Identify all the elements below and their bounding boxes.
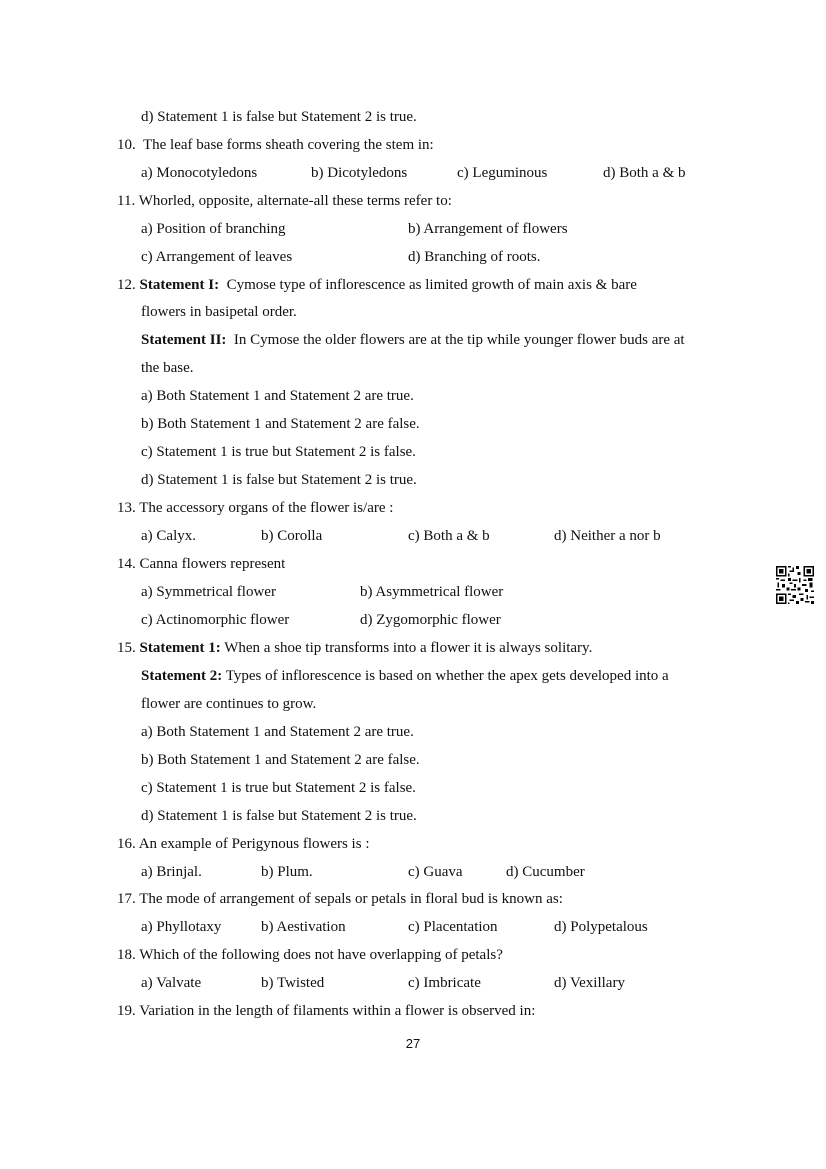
question-13 bbox=[117, 499, 393, 517]
question-number: 16. bbox=[117, 836, 136, 852]
statement-text-continued: flowers in basipetal order. bbox=[141, 304, 297, 320]
question-text: The leaf base forms sheath covering the stem in: bbox=[142, 137, 434, 153]
question-text: Which of the following does not have overlapping of petals? bbox=[139, 947, 503, 963]
statement-label: Statement 2: bbox=[141, 668, 223, 684]
option-a: a) Position of branching bbox=[141, 221, 286, 237]
option-d: d) Both a & b bbox=[603, 165, 686, 181]
option-d: d) Zygomorphic flower bbox=[360, 612, 501, 628]
question-text: An example of Perigynous flowers is : bbox=[138, 836, 370, 852]
option-b: b) Twisted bbox=[261, 975, 325, 991]
option-b: b) Plum. bbox=[261, 864, 313, 880]
statement-label: Statement I: bbox=[139, 277, 220, 293]
statement-text: Types of inflorescence is based on whether the apex gets developed into a bbox=[225, 668, 669, 684]
question-14 bbox=[117, 555, 285, 573]
question-18 bbox=[117, 946, 503, 964]
option-a: a) Symmetrical flower bbox=[141, 584, 276, 600]
option-b: b) Both Statement 1 and Statement 2 are false. bbox=[141, 416, 420, 432]
option-d: d) Statement 1 is false but Statement 2 is true. bbox=[141, 808, 417, 824]
statement-text: Cymose type of inflorescence as limited growth of main axis & bare bbox=[226, 277, 637, 293]
statement-text-continued: flower are continues to grow. bbox=[141, 696, 317, 712]
question-number: 12. bbox=[117, 277, 136, 293]
option-b: b) Arrangement of flowers bbox=[408, 221, 568, 237]
question-text: Variation in the length of filaments within a flower is observed in: bbox=[139, 1003, 536, 1019]
question-number: 18. bbox=[117, 947, 136, 963]
question-15 bbox=[117, 639, 592, 657]
option-c: c) Statement 1 is true but Statement 2 is false. bbox=[141, 444, 416, 460]
question-number: 10. bbox=[117, 137, 136, 153]
question-19 bbox=[117, 1002, 535, 1020]
question-number: 14. bbox=[117, 556, 136, 572]
statement-2 bbox=[141, 667, 669, 685]
option-a: a) Brinjal. bbox=[141, 864, 202, 880]
option-a: a) Both Statement 1 and Statement 2 are true. bbox=[141, 388, 414, 404]
option-c: c) Actinomorphic flower bbox=[141, 612, 290, 628]
option-b: b) Aestivation bbox=[261, 919, 346, 935]
option-a: a) Phyllotaxy bbox=[141, 919, 222, 935]
qr-code-icon bbox=[776, 566, 814, 604]
question-number: 17. bbox=[117, 891, 136, 907]
question-17 bbox=[117, 890, 563, 908]
statement-label: Statement II: bbox=[141, 332, 227, 348]
option-b: b) Dicotyledons bbox=[311, 165, 408, 181]
question-text: Whorled, opposite, alternate-all these terms refer to: bbox=[138, 193, 452, 209]
option-d: d) Vexillary bbox=[554, 975, 625, 991]
option-a: a) Monocotyledons bbox=[141, 165, 258, 181]
option-c: c) Placentation bbox=[408, 919, 498, 935]
statement-text-continued: the base. bbox=[141, 360, 194, 376]
statement-label: Statement 1: bbox=[139, 640, 221, 656]
option-d: d) Cucumber bbox=[506, 864, 585, 880]
question-number: 13. bbox=[117, 500, 136, 516]
question-number: 11. bbox=[117, 193, 136, 209]
option-c: c) Guava bbox=[408, 864, 463, 880]
question-number: 15. bbox=[117, 640, 136, 656]
option-b: b) Both Statement 1 and Statement 2 are false. bbox=[141, 752, 420, 768]
question-text: Canna flowers represent bbox=[139, 556, 286, 572]
option-d: d) Branching of roots. bbox=[408, 249, 541, 265]
option-d: d) Statement 1 is false but Statement 2 is true. bbox=[141, 472, 417, 488]
statement-text: When a shoe tip transforms into a flower it is always solitary. bbox=[224, 640, 593, 656]
statement-text: In Cymose the older flowers are at the tip while younger flower buds are at bbox=[233, 332, 685, 348]
question-text: The accessory organs of the flower is/are : bbox=[139, 500, 394, 516]
option-c: c) Imbricate bbox=[408, 975, 481, 991]
option-d: d) Polypetalous bbox=[554, 919, 648, 935]
option-a: a) Valvate bbox=[141, 975, 202, 991]
question-10 bbox=[117, 136, 434, 154]
question-11 bbox=[117, 192, 452, 210]
option-c: c) Statement 1 is true but Statement 2 is false. bbox=[141, 780, 416, 796]
question-number: 19. bbox=[117, 1003, 136, 1019]
question-12 bbox=[117, 276, 637, 294]
option-c: c) Both a & b bbox=[408, 528, 490, 544]
option-a: a) Both Statement 1 and Statement 2 are true. bbox=[141, 724, 414, 740]
option-d: d) Statement 1 is false but Statement 2 is true. bbox=[141, 109, 417, 125]
question-text: The mode of arrangement of sepals or petals in floral bud is known as: bbox=[139, 891, 563, 907]
option-c: c) Arrangement of leaves bbox=[141, 249, 293, 265]
option-b: b) Asymmetrical flower bbox=[360, 584, 504, 600]
option-a: a) Calyx. bbox=[141, 528, 196, 544]
option-d: d) Neither a nor b bbox=[554, 528, 661, 544]
question-16 bbox=[117, 835, 369, 853]
option-c: c) Leguminous bbox=[457, 165, 548, 181]
page-number: 27 bbox=[405, 1036, 421, 1051]
statement-2 bbox=[141, 331, 685, 349]
option-b: b) Corolla bbox=[261, 528, 323, 544]
